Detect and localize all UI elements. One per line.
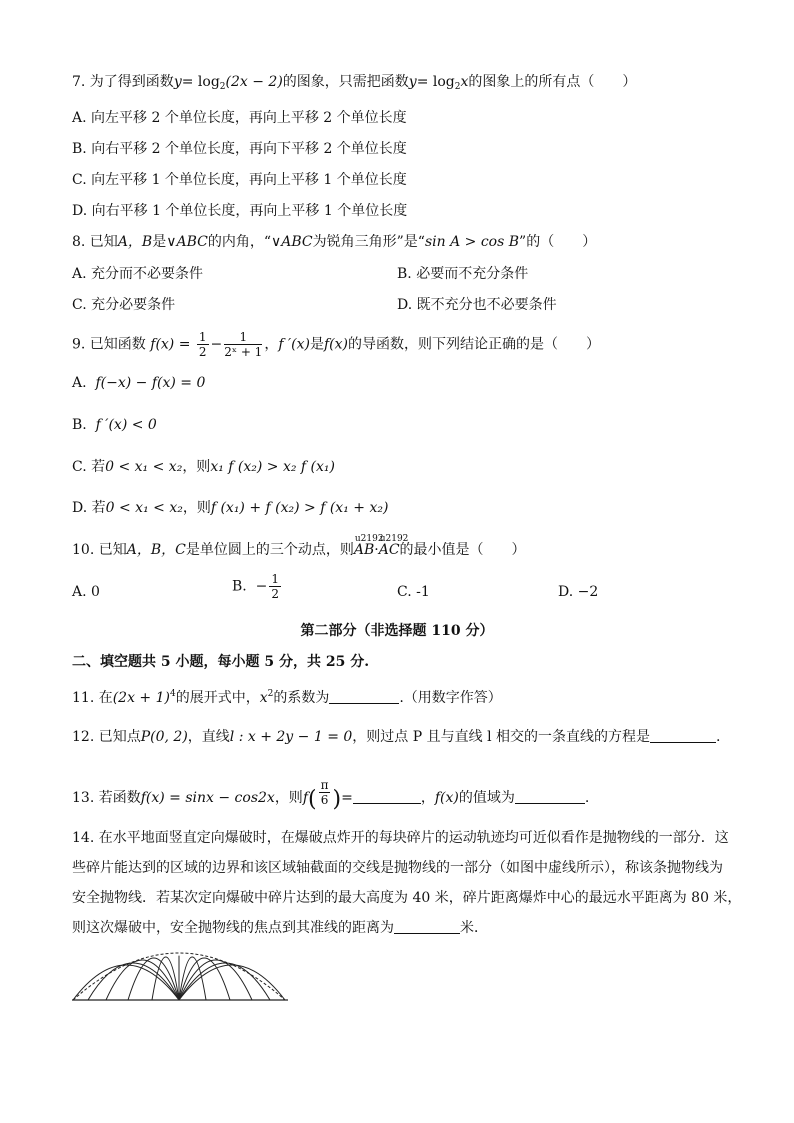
trajectory-arc-10 bbox=[179, 963, 270, 1000]
q14-line-2: 些碎片能达到的区域的边界和该区域轴截面的交线是抛物线的一部分（如图中虚线所示），称该条抛物线为 bbox=[72, 860, 723, 876]
q10-points: A，B，C bbox=[126, 542, 186, 558]
q13-frac bbox=[319, 778, 331, 807]
q7-func2-arg: x bbox=[460, 74, 469, 90]
q7-option-c: C. 向左平移 1 个单位长度，再向上平移 1 个单位长度 bbox=[72, 172, 407, 188]
q11-expr: (2x + 1) bbox=[112, 690, 170, 706]
q9-option-c-label: C. 若 bbox=[72, 459, 106, 475]
q11-middle: 的展开式中， bbox=[175, 690, 260, 706]
q7-option-a: A. 向左平移 2 个单位长度，再向上平移 2 个单位长度 bbox=[72, 110, 407, 126]
q8-text-c: 是 bbox=[152, 234, 167, 250]
q7-middle: 的图象，只需把函数 bbox=[282, 74, 409, 90]
q13-right-paren: ) bbox=[332, 787, 342, 812]
q13-middle2: ， bbox=[420, 790, 435, 806]
q8-text-f: 为锐角三角形”是“ bbox=[312, 234, 425, 250]
q14-line-4 bbox=[72, 918, 488, 938]
q8-text-a: 8. 已知 bbox=[72, 234, 118, 250]
q7-func1-arg: (2x − 2) bbox=[225, 74, 283, 90]
q13-stem bbox=[72, 778, 589, 810]
q12-middle1: ，直线 bbox=[187, 729, 230, 745]
q9-option-a bbox=[72, 373, 205, 393]
q12-line: l : x + 2y − 1 = 0 bbox=[229, 729, 353, 745]
q11-answer-blank[interactable] bbox=[329, 689, 399, 704]
q9-option-a-label: A. bbox=[72, 375, 87, 391]
q12-suffix: . bbox=[716, 729, 721, 745]
q8-triangle-2: ∨ABC bbox=[271, 234, 313, 250]
q12-middle2: ，则过点 P 且与直线 l 相交的一条直线的方程是 bbox=[352, 729, 650, 745]
q8-option-a: A. 充分而不必要条件 bbox=[72, 266, 204, 282]
q9-option-c bbox=[72, 457, 335, 477]
q13-answer-blank-1[interactable] bbox=[353, 789, 421, 804]
q9-frac2 bbox=[224, 330, 262, 359]
q10-option-d: D. −2 bbox=[558, 584, 599, 600]
q13-prefix: 13. 若函数 bbox=[72, 790, 141, 806]
q13-left-paren: ( bbox=[308, 787, 317, 812]
q9-frac2-den: 2ˣ + 1 bbox=[224, 345, 263, 359]
q9-frac2-num: 1 bbox=[224, 330, 262, 345]
q7-option-b: B. 向右平移 2 个单位长度，再向下平移 2 个单位长度 bbox=[72, 141, 407, 157]
q7-func1-lhs: y bbox=[173, 74, 182, 90]
q10-option-b-den: 2 bbox=[271, 587, 280, 601]
q9-option-d-expr: f (x₁) + f (x₂) > f (x₁ + x₂) bbox=[210, 500, 389, 516]
q11-suffix2: .（用数字作答） bbox=[399, 690, 502, 706]
q8-stem bbox=[72, 232, 596, 252]
q8-option-b: B. 必要而不充分条件 bbox=[397, 266, 529, 282]
q14-last-suffix: 米． bbox=[460, 920, 488, 936]
q13-fx: f(x) bbox=[434, 790, 459, 806]
trajectory-arc-2 bbox=[88, 963, 179, 1000]
q11-stem bbox=[72, 684, 502, 708]
q13-answer-blank-2[interactable] bbox=[515, 789, 585, 804]
q10-option-c: C. -1 bbox=[397, 584, 430, 600]
q11-prefix: 11. 在 bbox=[72, 690, 113, 706]
q10-middle: 是单位圆上的三个动点，则 bbox=[185, 542, 354, 558]
q9-option-d-label: D. 若 bbox=[72, 500, 106, 516]
q7-suffix: 的图象上的所有点（ ） bbox=[468, 74, 637, 90]
q9-fx: f(x) = bbox=[150, 336, 191, 353]
q9-frac1-den: 2 bbox=[198, 345, 207, 359]
q10-option-b-label: B. bbox=[232, 578, 247, 595]
q9-option-b bbox=[72, 415, 157, 435]
q11-term: x bbox=[259, 690, 268, 706]
q9-suffix: 的导函数，则下列结论正确的是（ ） bbox=[347, 336, 600, 353]
q12-prefix: 12. 已知点 bbox=[72, 729, 141, 745]
q7-func2-log: = log bbox=[416, 74, 455, 90]
q7-stem bbox=[72, 72, 636, 97]
q8-option-c: C. 充分必要条件 bbox=[72, 297, 176, 313]
q11-exponent: 4 bbox=[169, 689, 176, 699]
q11-suffix1: 的系数为 bbox=[273, 690, 330, 706]
q12-answer-blank[interactable] bbox=[650, 728, 716, 743]
q9-option-c-cond: 0 < x₁ < x₂ bbox=[105, 459, 183, 475]
q9-option-d bbox=[72, 498, 388, 518]
q13-middle1: ，则 bbox=[274, 790, 303, 806]
q7-option-d: D. 向右平移 1 个单位长度，再向上平移 1 个单位长度 bbox=[72, 203, 408, 219]
q7-func1-base: 2 bbox=[219, 82, 226, 92]
q8-option-d: D. 既不充分也不必要条件 bbox=[397, 297, 557, 313]
q10-option-a: A. 0 bbox=[72, 584, 100, 600]
q9-stem bbox=[72, 330, 600, 359]
q7-func2-lhs: y bbox=[408, 74, 417, 90]
q13-frac-den: 6 bbox=[320, 793, 329, 807]
q9-prefix: 9. 已知函数 bbox=[72, 336, 146, 353]
q13-suffix: . bbox=[584, 790, 590, 806]
q10-vector-ac: u2192 AC bbox=[379, 540, 400, 560]
q9-frac1-num: 1 bbox=[198, 330, 207, 344]
q13-equals: = bbox=[341, 790, 353, 806]
q10-dot: · bbox=[374, 542, 379, 558]
q9-fpx: f ′(x) bbox=[278, 336, 310, 353]
q10-vector-ab: u2192 AB bbox=[354, 540, 374, 560]
q9-option-c-expr: x₁ f (x₂) > x₂ f (x₁) bbox=[210, 459, 335, 475]
q8-text-d: 的内角，“ bbox=[207, 234, 272, 250]
section-title: 第二部分（非选择题 110 分） bbox=[300, 623, 494, 639]
q7-prefix: 7. 为了得到函数 bbox=[72, 74, 174, 90]
q9-option-c-mid: ，则 bbox=[182, 459, 211, 475]
q13-func: f(x) = sinx − cos2x bbox=[140, 790, 275, 806]
q8-text-g: ”的（ ） bbox=[519, 234, 597, 250]
trajectory-arc-11 bbox=[179, 965, 285, 1000]
q10-suffix: 的最小值是（ ） bbox=[399, 542, 526, 558]
q8-angles: A，B bbox=[117, 234, 153, 250]
q10-option-b-frac bbox=[269, 572, 281, 601]
q14-line-3: 安全抛物线．若某次定向爆破中碎片达到的最大高度为 40 米，碎片距离爆炸中心的最远水平距离为 80 米， bbox=[72, 890, 742, 906]
q7-func2-base: 2 bbox=[454, 82, 461, 92]
part-title: 二、填空题共 5 小题，每小题 5 分，共 25 分. bbox=[72, 654, 370, 670]
q8-triangle: ∨ABC bbox=[166, 234, 208, 250]
q9-option-b-expr: f ′(x) < 0 bbox=[95, 417, 157, 433]
q8-condition: sin A > cos B bbox=[424, 234, 520, 250]
q10-option-b bbox=[232, 572, 283, 601]
q10-option-b-num: 1 bbox=[271, 572, 280, 586]
q14-line-1: 14. 在水平地面竖直定向爆破时，在爆破点炸开的每块碎片的运动轨迹均可近似看作是抛物线的一部分．这 bbox=[72, 830, 729, 846]
q11-term-exponent: 2 bbox=[267, 689, 274, 699]
q10-prefix: 10. 已知 bbox=[72, 542, 127, 558]
q14-last-prefix: 则这次爆破中，安全抛物线的焦点到其准线的距离为 bbox=[72, 920, 394, 936]
q10-option-b-sign: − bbox=[255, 578, 268, 595]
q9-mid2: 是 bbox=[309, 336, 324, 353]
q9-option-b-label: B. bbox=[72, 417, 87, 433]
q7-func1-log: = log bbox=[181, 74, 220, 90]
q14-answer-blank[interactable] bbox=[394, 919, 460, 934]
q10-stem bbox=[72, 540, 526, 560]
q9-fx2: f(x) bbox=[323, 336, 348, 353]
q9-frac1 bbox=[197, 330, 209, 359]
q13-frac-num: π bbox=[320, 778, 329, 792]
blast-parabola-figure bbox=[70, 950, 290, 1006]
q9-mid1: ， bbox=[264, 336, 279, 353]
q12-stem bbox=[72, 727, 720, 747]
trajectory-arc-1 bbox=[73, 965, 179, 1000]
q13-middle3: 的值域为 bbox=[458, 790, 515, 806]
q13-f: f bbox=[302, 790, 308, 806]
q12-point: P(0, 2) bbox=[140, 729, 188, 745]
q9-option-d-cond: 0 < x₁ < x₂ bbox=[105, 500, 183, 516]
q9-option-d-mid: ，则 bbox=[182, 500, 211, 516]
q9-option-a-expr: f(−x) − f(x) = 0 bbox=[95, 375, 206, 391]
q9-minus: − bbox=[210, 336, 223, 353]
